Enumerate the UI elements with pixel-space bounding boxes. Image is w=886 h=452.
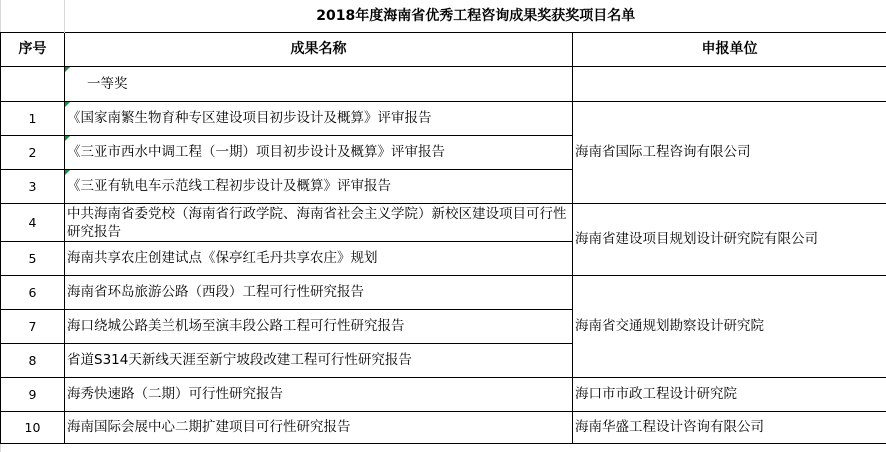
table-row (1, 276, 886, 310)
title-gutter-cell[interactable] (1, 0, 65, 33)
table-row (1, 204, 886, 242)
row-number[interactable]: 9 (1, 378, 65, 412)
title-row (1, 0, 886, 33)
header-unit[interactable]: 申报单位 (573, 33, 886, 67)
row-unit[interactable]: 海南省建设项目规划设计研究院有限公司 (573, 204, 886, 276)
row-name[interactable]: 海南省环岛旅游公路（西段）工程可行性研究报告 (65, 276, 573, 310)
row-number[interactable]: 7 (1, 310, 65, 344)
row-unit[interactable]: 海南省国际工程咨询有限公司 (573, 102, 886, 204)
row-name[interactable]: 海口绕城公路美兰机场至演丰段公路工程可行性研究报告 (65, 310, 573, 344)
row-number[interactable]: 2 (1, 136, 65, 170)
row-number[interactable]: 4 (1, 204, 65, 242)
row-unit[interactable]: 海南省交通规划勘察设计研究院 (573, 276, 886, 378)
row-number[interactable]: 3 (1, 170, 65, 204)
row-name[interactable]: 中共海南省委党校（海南省行政学院、海南省社会主义学院）新校区建设项目可行性研究报告 (65, 204, 573, 242)
table-row (1, 378, 886, 412)
row-number[interactable]: 10 (1, 412, 65, 444)
row-name[interactable]: 《三亚市西水中调工程（一期）项目初步设计及概算》评审报告 (65, 136, 573, 170)
row-name[interactable]: 海秀快速路（二期）可行性研究报告 (65, 378, 573, 412)
header-number[interactable]: 序号 (1, 33, 65, 67)
row-number[interactable]: 6 (1, 276, 65, 310)
row-number[interactable]: 8 (1, 344, 65, 378)
row-number[interactable]: 5 (1, 242, 65, 276)
section-unit-cell[interactable] (573, 67, 886, 102)
row-number[interactable]: 1 (1, 102, 65, 136)
row-name[interactable]: 海南共享农庄创建试点《保亭红毛丹共享农庄》规划 (65, 242, 573, 276)
section-row (1, 67, 886, 102)
row-name[interactable]: 海南国际会展中心二期扩建项目可行性研究报告 (65, 412, 573, 444)
table-row (1, 412, 886, 444)
page-title[interactable]: 2018年度海南省优秀工程咨询成果奖获奖项目名单 (316, 7, 636, 24)
section-number-cell[interactable] (1, 67, 65, 102)
header-name[interactable]: 成果名称 (65, 33, 573, 67)
row-name[interactable]: 《三亚有轨电车示范线工程初步设计及概算》评审报告 (65, 170, 573, 204)
row-unit[interactable]: 海南华盛工程设计咨询有限公司 (573, 412, 886, 444)
header-row (1, 33, 886, 67)
row-name[interactable]: 《国家南繁生物育种专区建设项目初步设计及概算》评审报告 (65, 102, 573, 136)
row-name[interactable]: 省道S314天新线天涯至新宁坡段改建工程可行性研究报告 (65, 344, 573, 378)
row-unit[interactable]: 海口市市政工程设计研究院 (573, 378, 886, 412)
table-row (1, 102, 886, 136)
section-label[interactable]: 一等奖 (65, 67, 573, 102)
